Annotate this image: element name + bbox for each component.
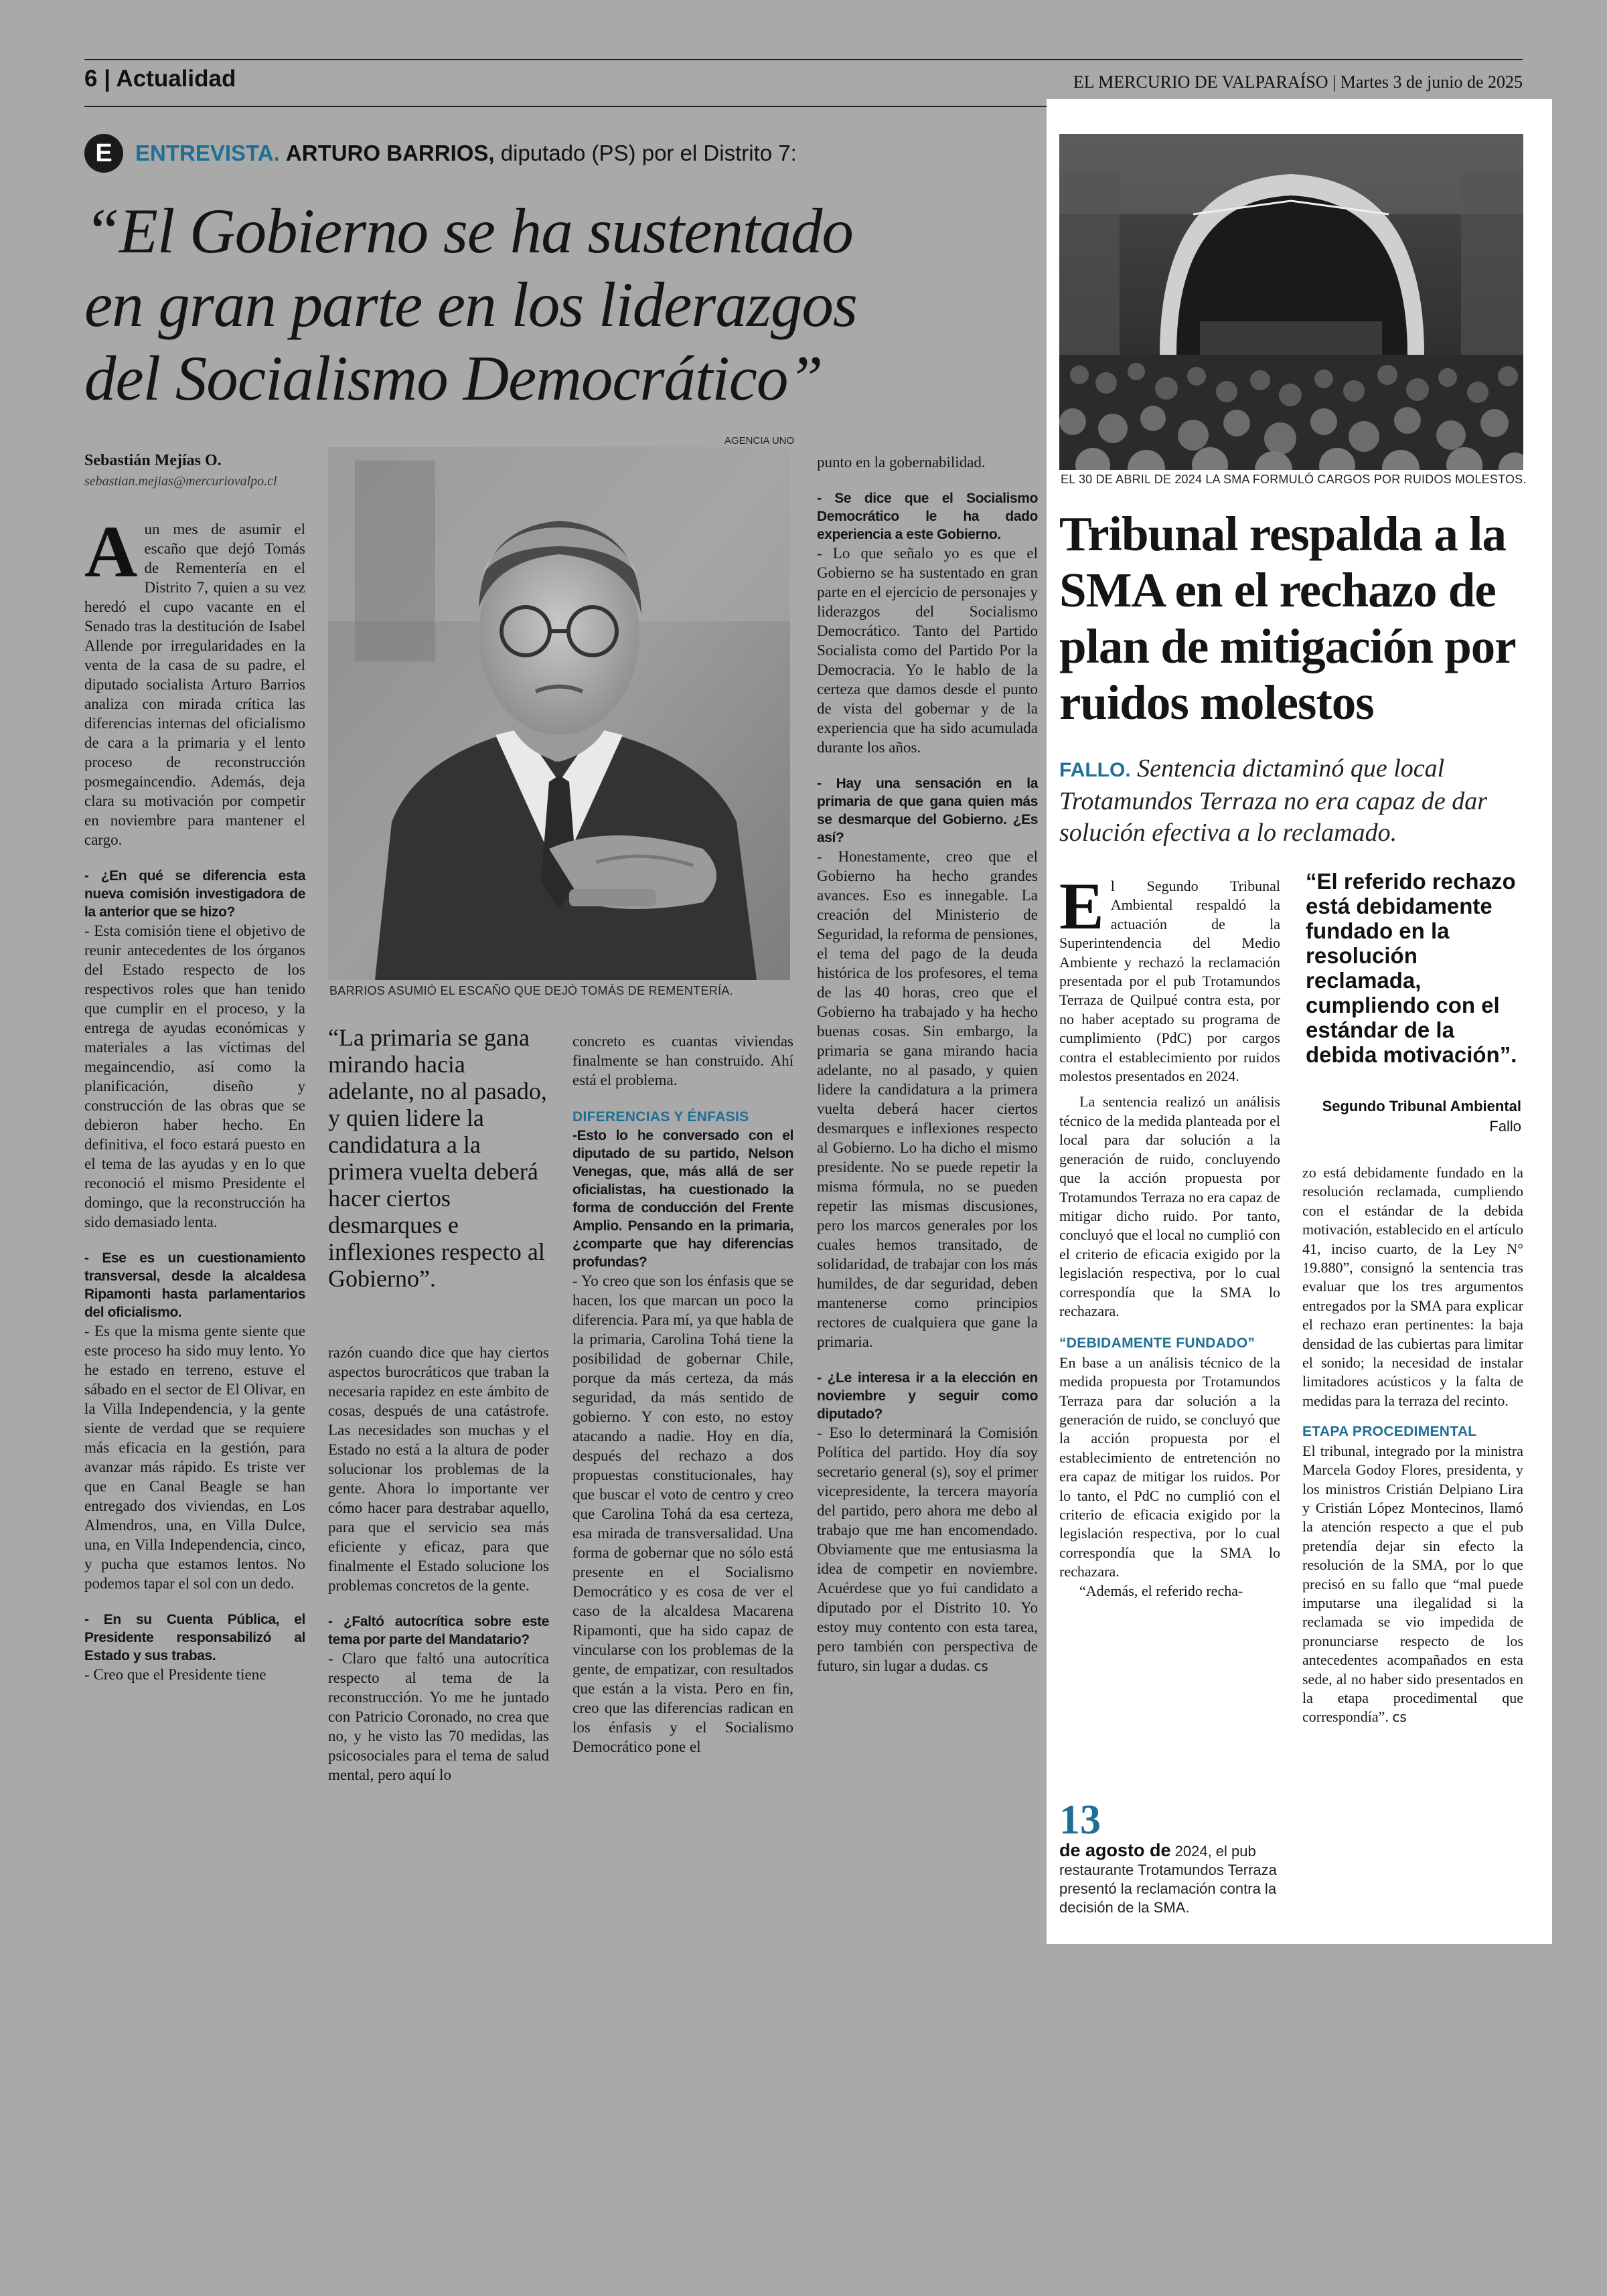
- interview-lead-paragraph: [84, 511, 305, 849]
- answer-4-start: - Claro que faltó una autocrítica respecto al tema de la reconstrucción. Yo me he juntado con Patricio Coronado, no crea que no, y he visto las 70 medidas, las psicosociales para el tema de salud mental, pero aquí lo: [328, 1650, 549, 1783]
- question-7: - Hay una sensación en la primaria de que gana quien más se desmarque del Gobierno. ¿Es así?: [817, 776, 1038, 845]
- folio-separator: |: [104, 66, 117, 92]
- article-headline: Tribunal respalda a la SMA en el rechazo de plan de mitigación por ruidos molestos: [1059, 507, 1515, 730]
- issue-date: Martes 3 de junio de 2025: [1340, 72, 1523, 92]
- article-column-2: [1302, 1163, 1523, 1727]
- interview-headline: [84, 194, 1015, 415]
- attribution-role: Fallo: [1489, 1118, 1521, 1135]
- answer-6: - Lo que señalo yo es que el Gobierno se ha sustentado en gran parte en el ejercicio de personajes y liderazgos del Socialismo Democrático. Tanto del Partido Socialista como del Partido Por la Democracia. Yo le hablo de la certeza que damos desde el punto de vista del gobernar y de la experiencia que ha sido acumulada durante los años.: [817, 545, 1038, 756]
- article-paragraph-6: [1302, 1442, 1523, 1727]
- subhead-diferencias: DIFERENCIAS Y ÉNFASIS: [572, 1109, 749, 1125]
- end-mark-icon: cs: [974, 1658, 988, 1674]
- dateline-separator: |: [1328, 72, 1341, 92]
- factbox-body: 2024, el pub restaurante Trotamundos Terraza presentó la reclamación contra la decisión de la SMA.: [1059, 1843, 1277, 1916]
- concert-crowd-photo: [1059, 134, 1523, 470]
- answer-5-start: - Yo creo que son los énfasis que se hacen, los que marcan un poco la diferencia. Para mí, ya que habla de la primaria, Carolina Tohá tiene la posibilidad de gobernar Chile, porque da más certeza, da más seguridad, da más sentido de gobierno. Y con esto, no estoy atacando a nadie. Hoy en día, después del rechazo a dos propuestas constitucionales, hay que buscar el voto de centro y creo que Carolina Tohá da esa certeza, esa mirada de transversalidad. Una forma de gobernar que no sólo está presente en el Socialismo Democrático y es cosa de ver el caso de la alcaldesa Macarena Ripamonti, que ha sido capaz de vincularse con los problemas de la gente, de empatizar, con resultados que están a la vista. Pero en fin, creo que las diferencias radican en los énfasis y el Socialismo Democrático pone el: [572, 1273, 793, 1755]
- article-paragraph-5: zo está debidamente fundado en la resolución reclamada, cumpliendo con el estándar de la debida motivación, establecido en el artículo 41, inciso cuarto, de la Ley N° 19.880”, consignó la sentencia tras evaluar que los tres argumentos entregados por la SMA para explicar el rechazo eran pertinentes: la baja densidad de las cubiertas para limitar el sonido; la necesidad de instalar limitadores acústicos y la falta de medidas para la terraza del recinto.: [1302, 1164, 1523, 1409]
- article-end-mark-icon: cs: [1392, 1709, 1407, 1726]
- article-pull-quote: “El referido rechazo está debidamente fundado en la resolución reclamada, cumpliendo con el estándar de la debida motivación”.: [1306, 869, 1517, 1067]
- article-drop-cap: E: [1059, 869, 1104, 943]
- interview-pull-quote: “La primaria se gana mirando hacia adelante, no al pasado, y quien lidere la candidatura a la primera vuelta deberá hacer ciertos desmarques e inflexiones respecto al Gobierno”.: [328, 1024, 547, 1292]
- article-lead-paragraph: [1059, 869, 1280, 1086]
- page-number: 6: [84, 66, 98, 92]
- article-paragraph-6-text: El tribunal, integrado por la ministra Marcela Godoy Flores, presidenta, y los ministros Cristián Delpiano Lira y Cristián López Montecinos, llamó la atención respecto a que el pub pretendía dejar sin efecto la resolución de la SMA, por lo que precisó en su fallo que “mal puede imputarse una ilegalidad si la reclamada se vio impedida de pronunciarse respecto de los antecedentes acompañados en esta sede, al no haber sido presentados en la etapa procedimental que correspondía”.: [1302, 1442, 1523, 1726]
- interview-column-4: [817, 453, 1038, 1676]
- factbox-month: de agosto de: [1059, 1840, 1171, 1860]
- article-lead-text: l Segundo Tribunal Ambiental respaldó la actuación de la Superintendencia del Medio Ambiente y rechazó la reclamación presentada por el pub Trotamundos Terraza de Quilpué contra esta, por no haber aceptado su programa de cumplimiento (PdC) por cargos contra el establecimiento por ruidos molestos presentados en 2024.: [1059, 878, 1280, 1085]
- page-folio: [84, 66, 236, 92]
- article-paragraph-3: En base a un análisis técnico de la medida propuesta por Trotamundos Terraza para dar solución a la generación de ruido, se concluyó que la acción propuesta por el establecimiento de entretención no era capaz de mitigar los ruidos. Por lo tanto, el PdC no cumplió con el criterio de eficacia exigido por la legislación respectiva, por lo cual correspondía que la SMA lo rechazara.: [1059, 1354, 1280, 1580]
- newspaper-name: EL MERCURIO DE VALPARAÍSO: [1073, 72, 1328, 92]
- subhead-etapa-procedimental: ETAPA PROCEDIMENTAL: [1302, 1424, 1477, 1440]
- page-dateline: [1073, 72, 1523, 92]
- interview-kicker: [135, 141, 797, 166]
- question-8: - ¿Le interesa ir a la elección en noviembre y seguir como diputado?: [817, 1370, 1038, 1422]
- section-name: Actualidad: [116, 66, 236, 92]
- interview-column-2: [328, 1343, 549, 1785]
- headline-line-2: en gran parte en los liderazgos: [84, 269, 857, 340]
- deputy-portrait-photo: [328, 447, 790, 980]
- portrait-caption: BARRIOS ASUMIÓ EL ESCAÑO QUE DEJÓ TOMÁS DE REMENTERÍA.: [329, 984, 733, 997]
- factbox-day: 13: [1059, 1797, 1101, 1843]
- kicker-name: ARTURO BARRIOS,: [285, 141, 495, 165]
- answer-8-text: - Eso lo determinará la Comisión Política del partido. Hoy día soy secretario general (s), soy el primer vicepresidente, la tercera mayoría del partido, pero ahora me debo al trabajo que me han encomendado. Obviamente que me entusiasma la idea de competir en noviembre. Acuérdese que yo fui candidato a diputado por el Distrito 10. Yo estoy muy contento con esta tarea, pero también con perspectiva de futuro, sin lugar a dudas.: [817, 1424, 1038, 1674]
- question-1: - ¿En qué se diferencia esta nueva comisión investigadora de la anterior que se hizo?: [84, 868, 305, 920]
- article-paragraph-4: “Además, el referido recha-: [1079, 1582, 1243, 1599]
- article-dek: [1059, 753, 1528, 849]
- answer-3-start: - Creo que el Presidente tiene: [84, 1666, 266, 1683]
- subhead-debidamente-fundado: “DEBIDAMENTE FUNDADO”: [1059, 1335, 1255, 1351]
- interview-column-3: [572, 1032, 793, 1756]
- lead-text: un mes de asumir el escaño que dejó Tomás de Rementería en el Distrito 7, quien a su vez heredó el cupo vacante en el Senado tras la destitución de Isabel Allende por irregularidades en la venta de la casa de su padre, el diputado socialista Arturo Barrios analiza con mirada crítica las diferencias internas del oficialismo de cara a la primaria y el lento proceso de reconstrucción posmegaincendio. Además, deja clara su motivación por competir en noviembre para mantener el cargo.: [84, 521, 305, 848]
- question-6: - Se dice que el Socialismo Democrático le ha dado experiencia a este Gobierno.: [817, 491, 1038, 542]
- kicker-description: diputado (PS) por el Distrito 7:: [494, 141, 797, 165]
- question-5: -Esto lo he conversado con el diputado de su partido, Nelson Venegas, que, más allá de ser oficialistas, ha cuestionado la forma de conducción del Frente Amplio. Pensando en la primaria, ¿comparte que hay diferencias profundas?: [572, 1128, 793, 1270]
- author-byline: Sebastián Mejías O.: [84, 452, 222, 469]
- section-badge: E: [84, 134, 123, 173]
- header-rule-top: [84, 59, 1523, 60]
- attribution-name: Segundo Tribunal Ambiental: [1322, 1098, 1521, 1115]
- author-email: sebastian.mejias@mercuriovalpo.cl: [84, 474, 277, 489]
- article-paragraph-2: La sentencia realizó un análisis técnico de la medida planteada por el local para dar solución a la generación de ruido, concluyendo que la acción propuesta por Trotamundos Terraza no era capaz de mitigar dicho ruido. Por tanto, concluyó que el local no cumplió con el criterio de eficacia exigido por la legislación respectiva, por lo cual correspondía que la SMA lo rechazara.: [1059, 1093, 1280, 1319]
- answer-1: - Esta comisión tiene el objetivo de reunir antecedentes de los órganos del Estado respecto de los respectivos roles que han tenido que cumplir en el proceso, y la entrega de ayudas económicas y materiales a las víctimas del megaincendio, así como la planificación, diseño y construcción de las obras que se debieron haber hecho. En definitiva, el foco estará puesto en el tema de las ayudas y en lo que reconoció el mismo Presidente el domingo, que la reconstrucción ha sido demasiado lenta.: [84, 922, 305, 1230]
- kicker-label: ENTREVISTA.: [135, 141, 280, 165]
- answer-5-end: punto en la gobernabilidad.: [817, 454, 986, 471]
- answer-2: - Es que la misma gente siente que este proceso ha sido muy lento. Yo he estado en terreno, estuve el sábado en el sector de El Olivar, en la Villa Independencia, y la gente siente de verdad que se requiere más eficacia en la gestión, para avanzar más rápido. Es triste ver que en Canal Beagle se han entregado dos viviendas, en Los Almendros, una, en Villa Dulce, una, en Villa Independencia, cinco, y pucha que estamos lentos. No podemos tapar el sol con un dedo.: [84, 1323, 305, 1592]
- date-factbox: [1059, 1799, 1280, 1917]
- answer-8: [817, 1423, 1038, 1676]
- crowd-photo-caption: EL 30 DE ABRIL DE 2024 LA SMA FORMULÓ CARGOS POR RUIDOS MOLESTOS.: [1061, 473, 1527, 486]
- drop-cap: A: [84, 511, 138, 592]
- answer-7: - Honestamente, creo que el Gobierno ha hecho grandes avances. Eso es innegable. La creación del Ministerio de Seguridad, la reforma de pensiones, el tema del pago de la deuda histórica de los profesores, el tema de las 40 horas, creo que el Gobierno ha trabajado y ha hecho buenas cosas. Sin embargo, la primaria se gana mirando hacia adelante, no al pasado, y quien lidere la candidatura a la primera vuelta deberá hacer ciertos desmarques e inflexiones respecto al Gobierno. Lo ha dicho el mismo presidente. No se puede repetir la misma fórmula, no se pueden repetir las mismas discusiones, pero los marcos generales por los cuales hemos transitado, de solidaridad, de trabajar con los más humildes, de dar seguridad, deben mantenerse como principios rectores de cualquiera que gane la primaria.: [817, 848, 1038, 1350]
- photo-credit: AGENCIA UNO: [724, 435, 795, 446]
- factbox-text: [1059, 1841, 1280, 1917]
- headline-line-1: “El Gobierno se ha sustentado: [84, 195, 853, 266]
- interview-column-1: [84, 511, 305, 1684]
- headline-line-3: del Socialismo Democrático”: [84, 343, 823, 414]
- question-2: - Ese es un cuestionamiento transversal, desde la alcaldesa Ripamonti hasta parlamentarios del oficialismo.: [84, 1250, 305, 1320]
- question-3: - En su Cuenta Pública, el Presidente responsabilizó al Estado y sus trabas.: [84, 1612, 305, 1663]
- question-4: - ¿Faltó autocrítica sobre este tema por parte del Mandatario?: [328, 1614, 549, 1647]
- answer-4-end: concreto es cuantas viviendas finalmente se han construido. Ahí está el problema.: [572, 1033, 793, 1088]
- dek-text: Sentencia dictaminó que local Trotamundos Terraza no era capaz de dar solución efectiva a lo reclamado.: [1059, 754, 1488, 847]
- dek-label: FALLO.: [1059, 759, 1131, 781]
- pull-quote-attribution: [1306, 1098, 1521, 1135]
- article-column-1: [1059, 869, 1280, 1601]
- answer-3-end: razón cuando dice que hay ciertos aspectos burocráticos que traban la necesaria rapidez en este ámbito de cosas, después de una catástrofe. Las necesidades son muchas y el Estado no está a la altura de poder solucionar los problemas de la gente. Ahora lo importante ver cómo hacer para destrabar aquello, para que el servicio sea más eficiente y eficaz, para que finalmente el Estado solucione los problemas concretos de la gente.: [328, 1344, 549, 1594]
